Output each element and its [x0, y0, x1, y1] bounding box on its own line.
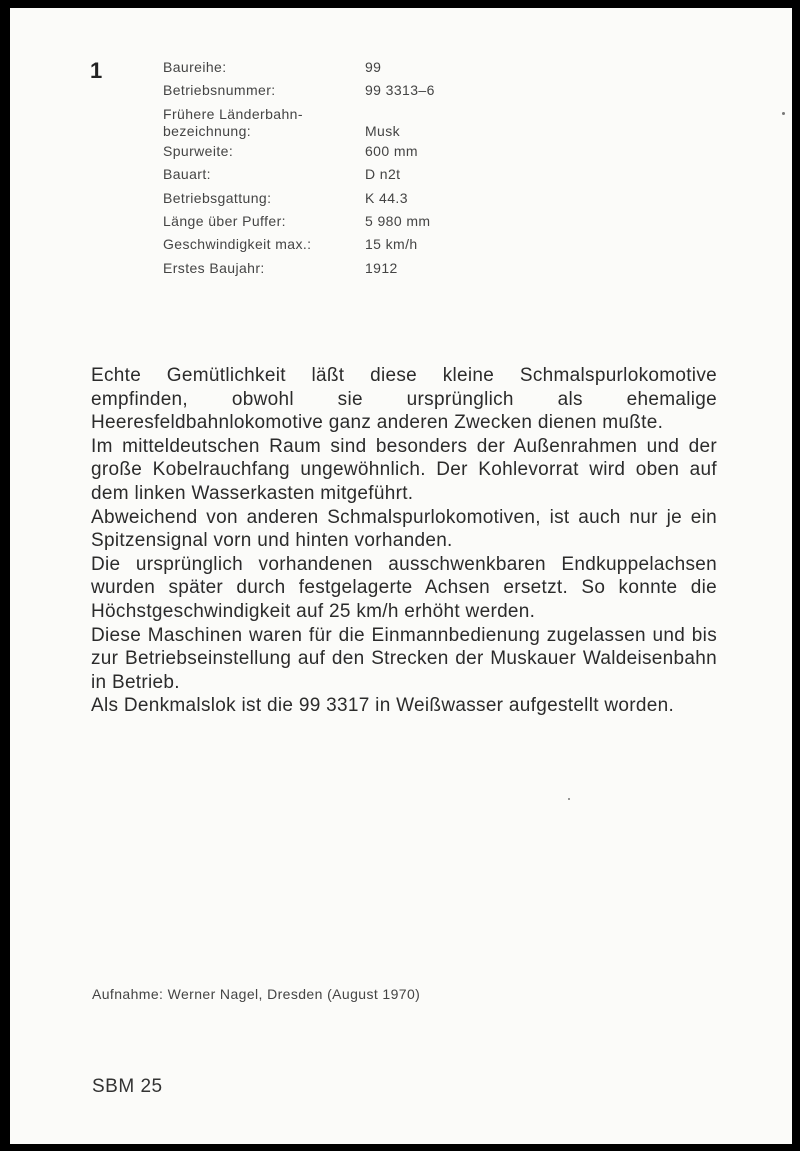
paragraph: Als Denkmalslok ist die 99 3317 in Weißwasser aufgestellt worden. — [91, 695, 675, 717]
spec-label: Baureihe: — [163, 59, 227, 75]
spec-value: 99 3313–6 — [365, 82, 435, 99]
spec-row — [163, 163, 483, 186]
spec-value: 99 — [365, 59, 382, 75]
spec-row — [163, 56, 483, 79]
paragraph: Im mitteldeutschen Raum sind besonders der Außenrahmen und der große Kobelrauchfang ungewöhnlich. Der Kohlevorrat wird oben auf dem linken Wasserkasten mitgeführt. — [91, 435, 717, 504]
spec-row — [163, 233, 483, 256]
spec-value: 600 mm — [365, 142, 418, 159]
spec-value: 1912 — [365, 259, 398, 276]
paragraph: Diese Maschinen waren für die Einmannbedienung zugelassen und bis zur Betriebseinstellung auf den Strecken der Muskauer Waldeisenbahn in Betrieb. — [91, 624, 717, 693]
spec-value: 5 980 mm — [365, 212, 431, 229]
photo-credit: Aufnahme: Werner Nagel, Dresden (August 1970) — [92, 986, 421, 1002]
spec-row — [163, 210, 483, 233]
spec-label: Erstes Baujahr: — [163, 259, 265, 276]
spec-label: Betriebsgattung: — [163, 189, 272, 206]
series-code: SBM 25 — [92, 1076, 163, 1097]
spec-row — [163, 79, 483, 102]
spec-label: Spurweite: — [163, 142, 234, 159]
spec-value: K 44.3 — [365, 189, 408, 206]
info-card — [10, 8, 792, 1144]
spec-value: D n2t — [365, 166, 401, 183]
paper-speck — [782, 112, 785, 115]
spec-row — [163, 257, 483, 280]
spec-label: Bauart: — [163, 166, 211, 183]
spec-label: Betriebsnummer: — [163, 82, 276, 99]
description-text — [91, 364, 717, 718]
spec-table — [163, 56, 483, 280]
paragraph: Echte Gemütlichkeit läßt diese kleine Schmalspurlokomotive empfinden, obwohl sie ursprünglich als ehemalige Heeresfeldbahnlokomotive ganz anderen Zwecken dienen mußte. — [91, 365, 717, 434]
paragraph: Abweichend von anderen Schmalspurlokomotiven, ist auch nur je ein Spitzensignal vorn und hinten vorhanden. — [91, 506, 717, 552]
paper-speck — [568, 798, 570, 800]
spec-label: Länge über Puffer: — [163, 212, 286, 229]
spec-value: 15 km/h — [365, 236, 418, 253]
spec-row — [163, 103, 483, 140]
paragraph: Die ursprünglich vorhandenen ausschwenkbaren Endkuppelachsen wurden später durch festgelagerte Achsen ersetzt. So konnte die Höchstgeschwindigkeit auf 25 km/h erhöht werden. — [91, 553, 717, 622]
spec-label: Frühere Länderbahn- bezeichnung: — [163, 105, 303, 139]
card-number: 1 — [90, 58, 103, 83]
spec-value: Musk — [365, 122, 401, 139]
spec-row — [163, 187, 483, 210]
spec-label: Geschwindigkeit max.: — [163, 236, 312, 253]
spec-row — [163, 140, 483, 163]
